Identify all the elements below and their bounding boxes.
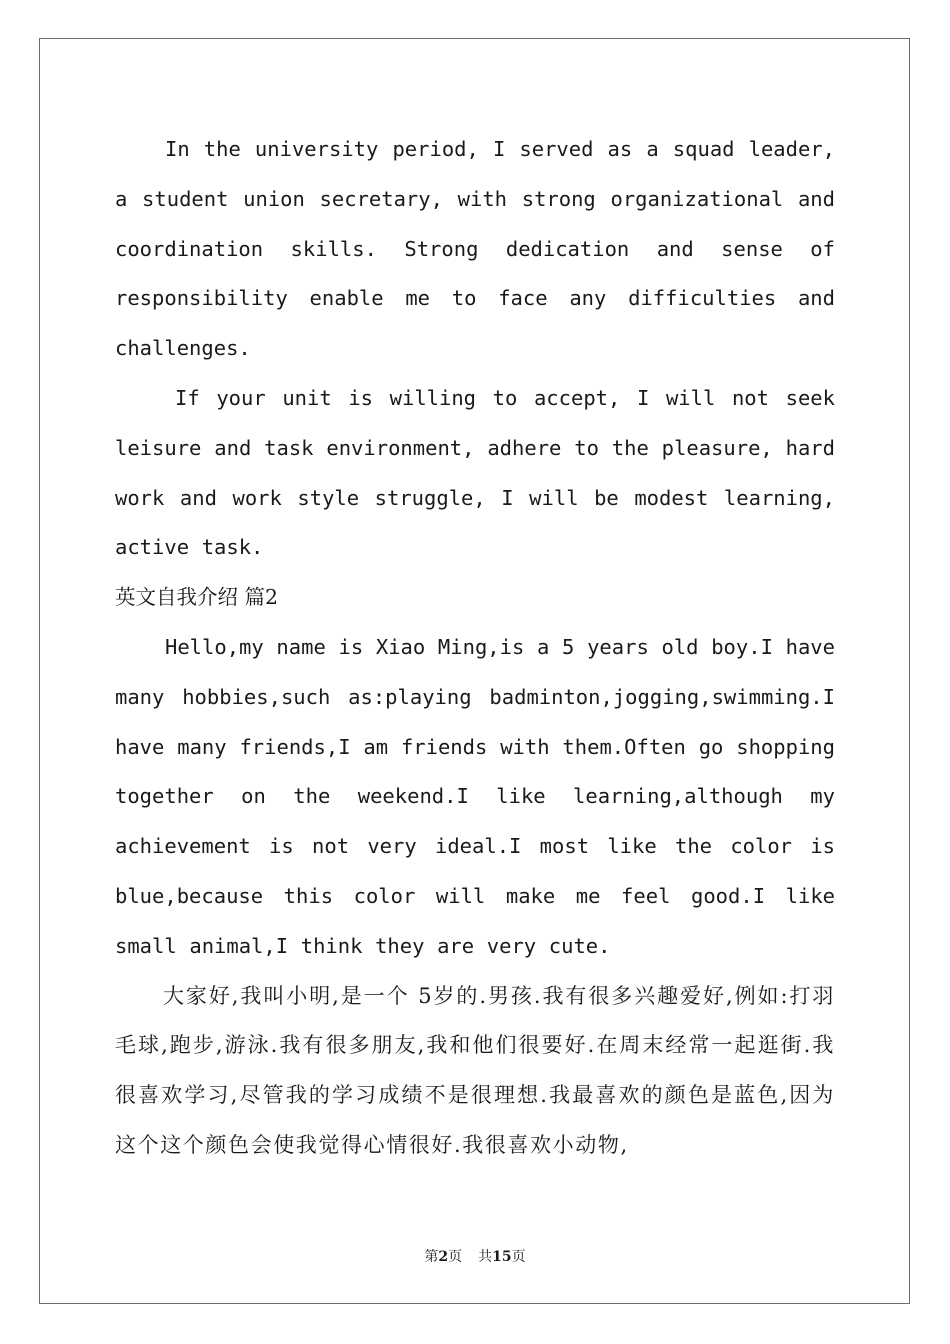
total-pages: 15 [492, 1249, 512, 1265]
page-footer [0, 1246, 950, 1266]
document-body [115, 125, 835, 1171]
section-heading: 英文自我介绍 篇2 [115, 585, 279, 610]
paragraph-university: In the university period, I served as a squad leader, a student union secretary, with strong organizational and coordination skills. Strong dedication and sense of responsibility enable me to face any difficulties and challenges. [115, 137, 835, 361]
total-prefix: 共 [478, 1249, 493, 1265]
page-prefix: 第 [424, 1249, 439, 1265]
paragraph-self-intro-zh: 大家好,我叫小明,是一个 5岁的.男孩.我有很多兴趣爱好,例如:打羽毛球,跑步,游泳.我有很多朋友,我和他们很要好.在周末经常一起逛街.我很喜欢学习,尽管我的学习成绩不是很理想.我最喜欢的颜色是蓝色,因为这个这个颜色会使我觉得心情很好.我很喜欢小动物, [115, 983, 835, 1157]
page-suffix: 页 [448, 1249, 463, 1265]
paragraph-self-intro-en: Hello,my name is Xiao Ming,is a 5 years old boy.I have many hobbies,such as:playing badminton,jogging,swimming.I have many friends,I am friends with them.Often go shopping together on the weekend.I like learning,although my achievement is not very ideal.I most like the color is blue,because this color will make me feel good.I like small animal,I think they are very cute. [115, 634, 835, 958]
page-number: 2 [438, 1249, 449, 1265]
paragraph-unit: If your unit is willing to accept, I will not seek leisure and task environment, adhere to the pleasure, hard work and work style struggle, I will be modest learning, active task. [115, 385, 835, 560]
total-suffix: 页 [511, 1249, 526, 1265]
